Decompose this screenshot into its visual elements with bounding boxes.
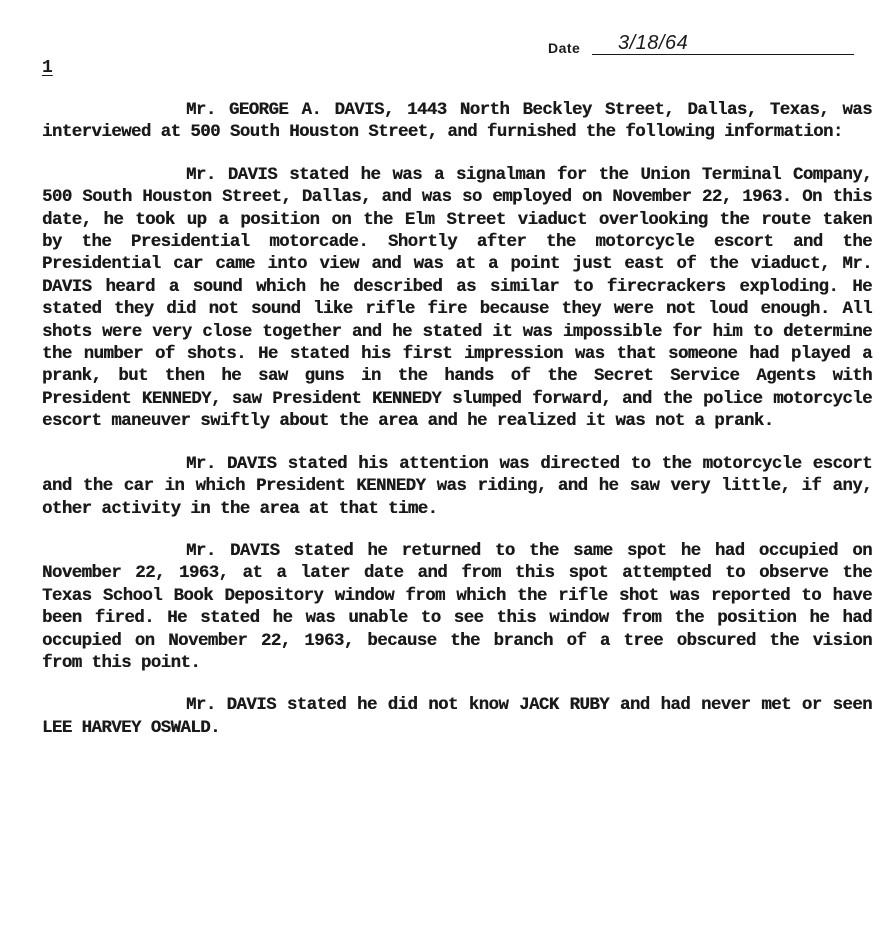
document-body [42,100,872,740]
paragraph-interview-intro: Mr. GEORGE A. DAVIS, 1443 North Beckley Street, Dallas, Texas, was interviewed at 500 South Houston Street, and furnished the following information: [42,101,872,143]
paragraph-account-of-shots: Mr. DAVIS stated he was a signalman for the Union Terminal Company, 500 South Houston Street, Dallas, and was so employed on November 22, 1963. On this date, he took up a position on the Elm Street viaduct overlooking the route taken by the Presidential motorcade. Shortly after the motorcycle escort and the Presidential car came into view and was at a point just east of the viaduct, Mr. DAVIS heard a sound which he described as similar to firecrackers exploding. He stated they did not sound like rifle fire because they were not loud enough. All shots were very close together and he stated it was impossible for him to determine the number of shots. He stated his first impression was that someone had played a prank, but then he saw guns in the hands of the Secret Service Agents with President KENNEDY, saw President KENNEDY slumped forward, and the police motorcycle escort maneuver swiftly about the area and he realized it was not a prank. [42,165,872,432]
date-label: Date [548,40,581,56]
page-number: 1 [42,58,53,78]
paragraph-return-visit: Mr. DAVIS stated he returned to the same spot he had occupied on November 22, 1963, at a later date and from this spot attempted to observe the Texas School Book Depository window from which the rifle shot was reported to have been fired. He stated he was unable to see this window from the position he had occupied on November 22, 1963, because the branch of a tree obscured the vision from this point. [42,541,872,673]
paragraph-ruby-oswald: Mr. DAVIS stated he did not know JACK RUBY and had never met or seen LEE HARVEY OSWALD. [42,696,872,738]
paragraph-attention-directed: Mr. DAVIS stated his attention was directed to the motorcycle escort and the car in which President KENNEDY was riding, and he saw very little, if any, other activity in the area at that time. [42,454,872,519]
date-field [548,34,868,60]
date-value: 3/18/64 [618,32,689,54]
